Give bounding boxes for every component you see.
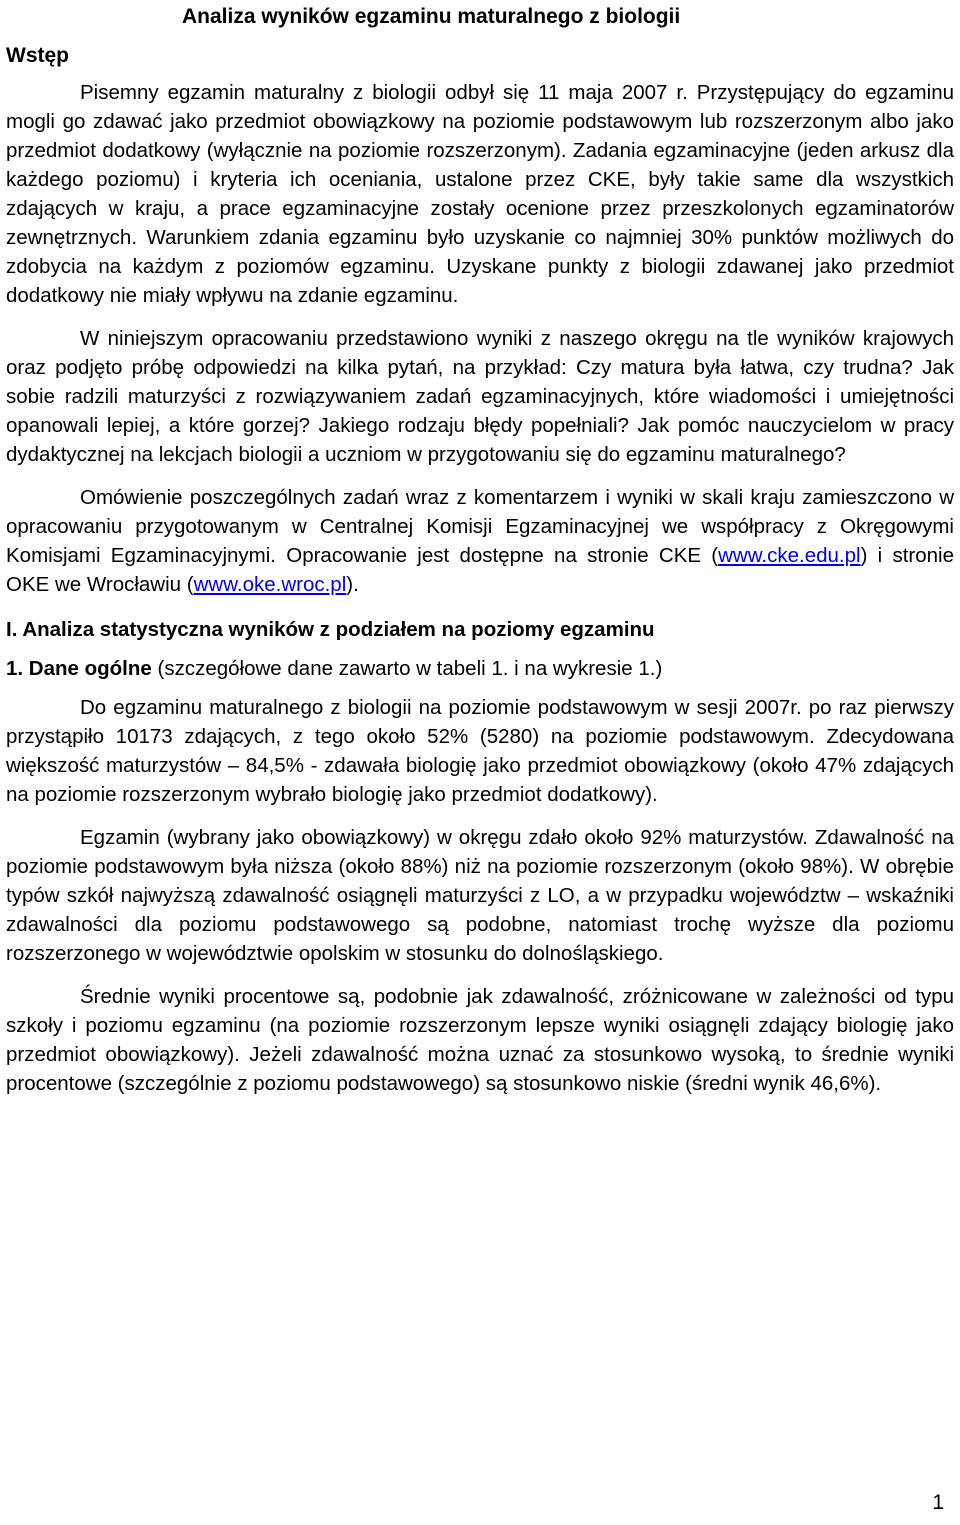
paragraph-general-data: Do egzaminu maturalnego z biologii na poziomie podstawowym w sesji 2007r. po raz pierwszy przystąpiło 10173 zdających, z tego około 52% (5280) na poziomie podstawowym. Zdecydowana większość maturzystów – 84,5% - zdawała biologię jako przedmiot obowiązkowy (około 47% zdających na poziomie rozszerzonym wybrało biologię jako przedmiot dodatkowy). — [6, 696, 954, 806]
paragraph-intro: Pisemny egzamin maturalny z biologii odbył się 11 maja 2007 r. Przystępujący do egzaminu mogli go zdawać jako przedmiot obowiązkowy na poziomie podstawowym lub rozszerzonym albo jako przedmiot dodatkowy (wyłącznie na poziomie rozszerzonym). Zadania egzaminacyjne (jeden arkusz dla każdego poziomu) i kryteria ich oceniania, ustalone przez CKE, były takie same dla wszystkich zdających w kraju, a prace egzaminacyjne zostały ocenione przez przeszkolonych egzaminatorów zewnętrznych. Warunkiem zdania egzaminu było uzyskanie co najmniej 30% punktów możliwych do zdobycia na każdym z poziomów egzaminu. Uzyskane punkty z biologii zdawanej jako przedmiot dodatkowy nie miały wpływu na zdanie egzaminu. — [6, 81, 954, 307]
cke-link[interactable]: www.cke.edu.pl — [718, 544, 861, 567]
subsection-heading-title: 1. Dane ogólne — [6, 657, 152, 680]
paragraph-scope: W niniejszym opracowaniu przedstawiono wyniki z naszego okręgu na tle wyników krajowych oraz podjęto próbę odpowiedzi na kilka pytań, na przykład: Czy matura była łatwa, czy trudna? Jak sobie radzili maturzyści z rozwiązywaniem zadań egzaminacyjnych, które wiadomości i umiejętności opanowali lepiej, a które gorzej? Jakiego rodzaju błędy popełniali? Jak pomóc nauczycielom w pracy dydaktycznej na lekcjach biologii a uczniom w przygotowaniu się do egzaminu maturalnego? — [6, 327, 954, 466]
page-number: 1 — [932, 1491, 944, 1514]
paragraph-average-results: Średnie wyniki procentowe są, podobnie jak zdawalność, zróżnicowane w zależności od typu szkoły i poziomu egzaminu (na poziomie rozszerzonym lepsze wyniki osiągnęli zdający biologię jako przedmiot obowiązkowy). Jeżeli zdawalność można uznać za stosunkowo wysoką, to średnie wyniki procentowe (szczególnie z poziomu podstawowego) są stosunkowo niskie (średni wynik 46,6%). — [6, 985, 954, 1095]
subsection-heading-note: (szczegółowe dane zawarto w tabeli 1. i na wykresie 1.) — [151, 657, 663, 680]
paragraph-sources — [6, 483, 954, 599]
document-body — [6, 78, 954, 1098]
oke-link[interactable]: www.oke.wroc.pl — [193, 573, 347, 596]
paragraph-sources-text-3: ). — [346, 573, 359, 596]
section-heading: I. Analiza statystyczna wyników z podziałem na poziomy egzaminu — [6, 618, 655, 641]
paragraph-pass-rate: Egzamin (wybrany jako obowiązkowy) w okręgu zdało około 92% maturzystów. Zdawalność na poziomie podstawowym była niższa (około 88%) niż na poziomie rozszerzonym (około 98%). W obrębie typów szkół najwyższą zdawalność osiągnęli maturzyści z LO, a w przypadku województw – wskaźniki zdawalności dla poziomu podstawowego są podobne, natomiast trochę wyższe dla poziomu rozszerzonego w województwie opolskim w stosunku do dolnośląskiego. — [6, 826, 954, 965]
subsection-heading — [6, 654, 954, 683]
document-title: Analiza wyników egzaminu maturalnego z biologii — [182, 5, 681, 28]
paragraph-sources-text-2: ) i stronie OKE we Wrocławiu ( — [6, 544, 954, 596]
paragraph-sources-text-1: Omówienie poszczególnych zadań wraz z komentarzem i wyniki w skali kraju zamieszczono w opracowaniu przygotowanym w Centralnej Komisji Egzaminacyjnej we współpracy z Okręgowymi Komisjami Egzaminacyjnymi. Opracowanie jest dostępne na stronie CKE ( — [6, 486, 954, 567]
section-label: Wstęp — [6, 44, 69, 67]
